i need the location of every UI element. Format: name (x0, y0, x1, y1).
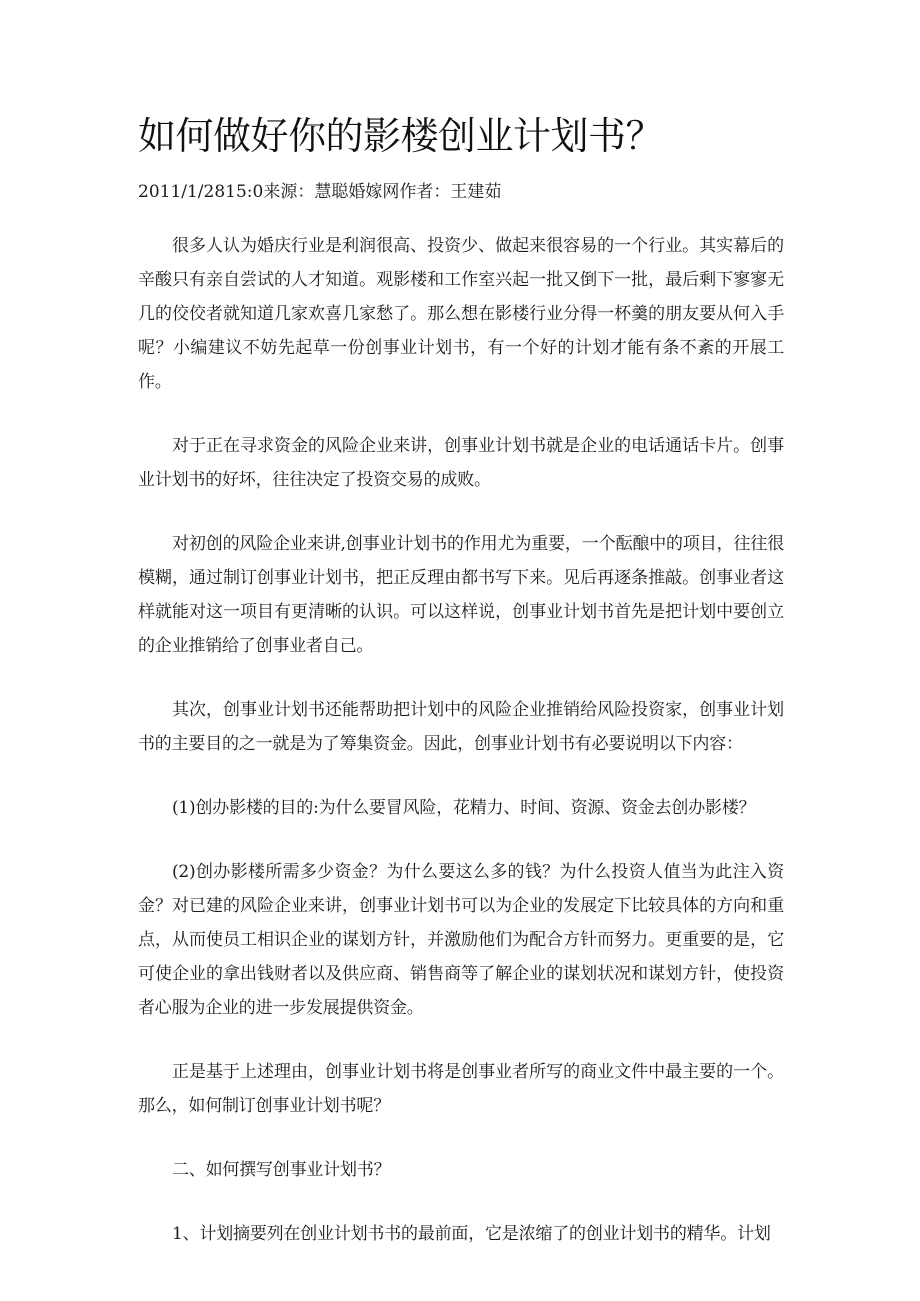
paragraph: 对于正在寻求资金的风险企业来讲，创事业计划书就是企业的电话通话卡片。创事业计划书的好坏，往往决定了投资交易的成败。 (138, 436, 784, 490)
section-heading: 二、如何撰写创事业计划书？ (172, 1160, 391, 1180)
paragraph: (2)创办影楼所需多少资金？为什么要这么多的钱？为什么投资人值当为此注入资金？对已建的风险企业来讲，创事业计划书可以为企业的发展定下比较具体的方向和重点，从而使员工相识企业的谋划方针，并激励他们为配合方针而努力。更重要的是，它可使企业的拿出钱财者以及供应商、销售商等了解企业的谋划状况和谋划方针，使投资者心服为企业的进一步发展提供资金。 (138, 862, 784, 1018)
paragraph: 其次，创事业计划书还能帮助把计划中的风险企业推销给风险投资家，创事业计划书的主要目的之一就是为了筹集资金。因此，创事业计划书有必要说明以下内容： (138, 700, 784, 754)
paragraph: 1、计划摘要列在创业计划书书的最前面，它是浓缩了的创业计划书的精华。计划 (172, 1224, 771, 1244)
paragraph: 对初创的风险企业来讲,创事业计划书的作用尤为重要，一个酝酿中的项目，往往很模糊，通过制订创事业计划书，把正反理由都书写下来。见后再逐条推敲。创事业者这样就能对这一项目有更清晰的认识。可以这样说，创事业计划书首先是把计划中要创立的企业推销给了创事业者自己。 (138, 534, 784, 656)
paragraph: 很多人认为婚庆行业是利润很高、投资少、做起来很容易的一个行业。其实幕后的辛酸只有亲自尝试的人才知道。观影楼和工作室兴起一批又倒下一批，最后剩下寥寥无几的佼佼者就知道几家欢喜几家愁了。那么想在影楼行业分得一杯羹的朋友要从何入手呢？小编建议不妨先起草一份创事业计划书，有一个好的计划才能有条不紊的开展工作。 (138, 236, 784, 392)
document-meta: 2011/1/2815:0来源：慧聪婚嫁网作者：王建茹 (138, 182, 502, 202)
document-body (138, 229, 784, 1281)
paragraph: (1)创办影楼的目的:为什么要冒风险，花精力、时间、资源、资金去创办影楼？ (172, 798, 756, 818)
paragraph: 正是基于上述理由，创事业计划书将是创事业者所写的商业文件中最主要的一个。那么，如何制订创事业计划书呢？ (138, 1062, 784, 1116)
document-title: 如何做好你的影楼创业计划书？ (138, 114, 664, 158)
